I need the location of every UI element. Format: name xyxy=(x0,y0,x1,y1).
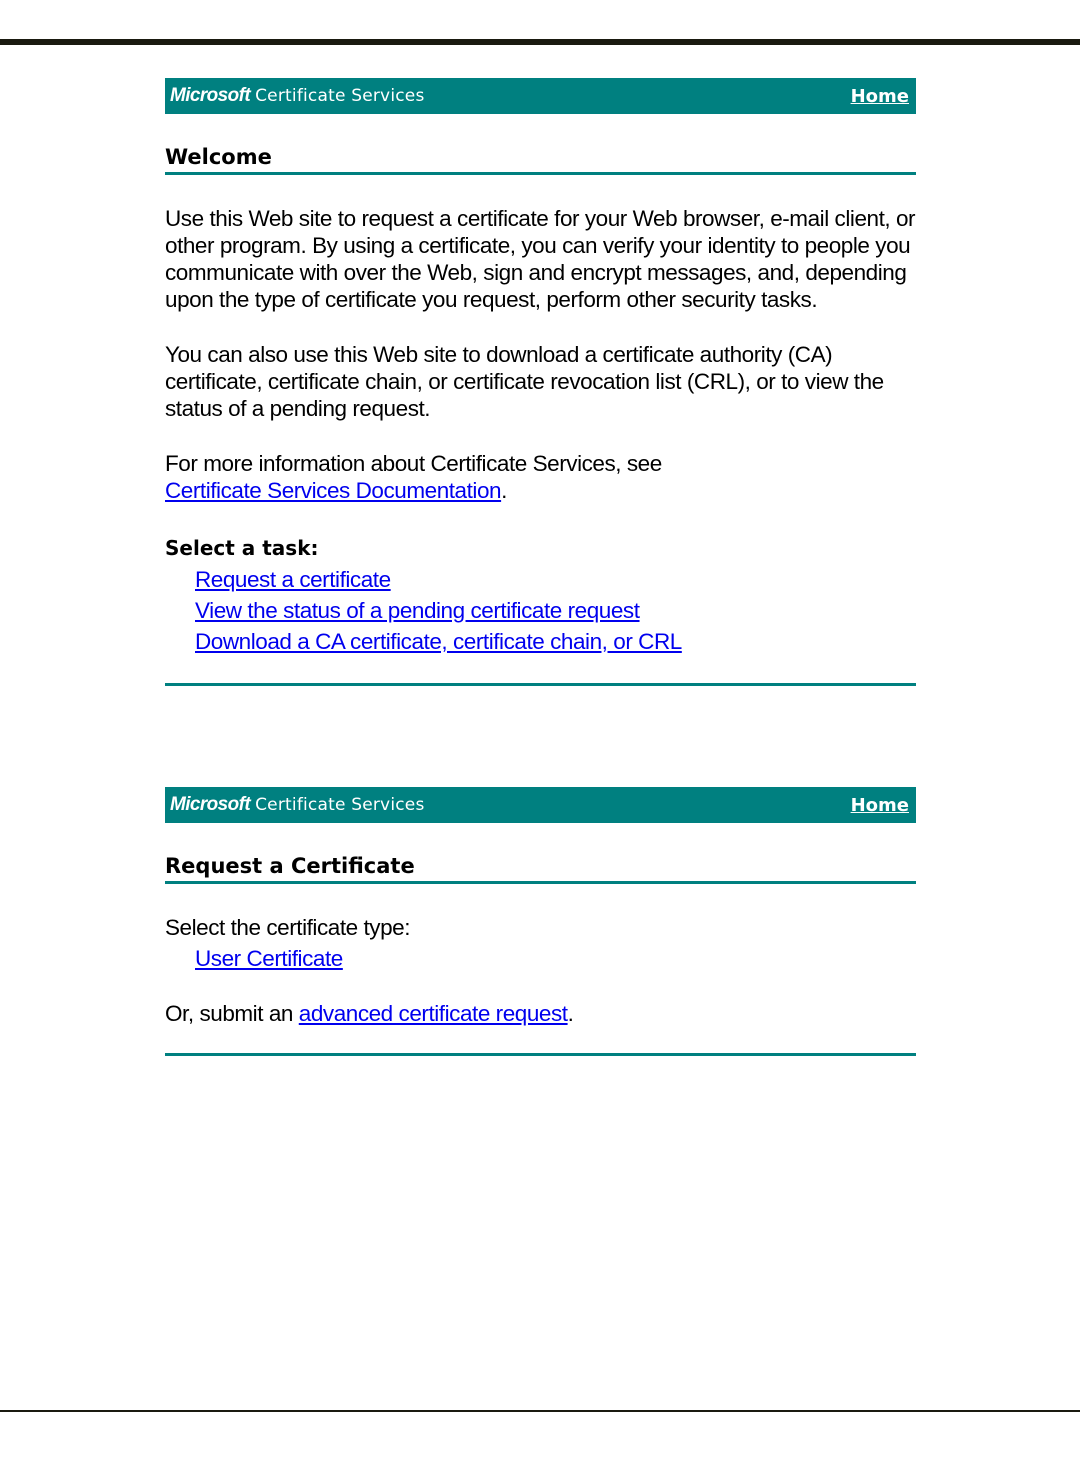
section-divider xyxy=(165,1053,916,1056)
home-link[interactable]: Home xyxy=(850,794,909,816)
more-info-text: For more information about Certificate Services, see xyxy=(165,451,662,476)
section-divider xyxy=(165,683,916,686)
microsoft-logo-text: Microsoft xyxy=(170,85,251,106)
brand-title xyxy=(170,794,425,816)
more-info-paragraph xyxy=(165,450,916,504)
list-item xyxy=(195,626,916,657)
product-name: Certificate Services xyxy=(255,795,425,815)
download-info-paragraph: You can also use this Web site to download a certificate authority (CA) certificate, certificate chain, or certificate revocation list (CRL), or to view the status of a pending request. xyxy=(165,342,884,421)
view-pending-status-link[interactable]: View the status of a pending certificate request xyxy=(195,598,640,623)
more-info-period: . xyxy=(501,478,507,503)
home-link[interactable]: Home xyxy=(850,85,909,107)
page-title: Request a Certificate xyxy=(165,853,916,884)
microsoft-logo-text: Microsoft xyxy=(170,794,251,815)
user-certificate-link[interactable]: User Certificate xyxy=(195,946,343,971)
request-certificate-screen xyxy=(165,787,916,1056)
header-banner xyxy=(165,787,916,823)
task-heading: Select a task: xyxy=(165,536,319,560)
request-certificate-link[interactable]: Request a certificate xyxy=(195,567,391,592)
advanced-certificate-request-link[interactable]: advanced certificate request xyxy=(298,1001,568,1026)
welcome-screen xyxy=(165,78,916,686)
product-name: Certificate Services xyxy=(255,86,425,106)
certificate-type-prompt: Select the certificate type: xyxy=(165,915,411,940)
bottom-page-rule xyxy=(0,1410,1080,1412)
advanced-request-line xyxy=(165,1000,916,1027)
certificate-type-list xyxy=(165,943,916,974)
header-banner xyxy=(165,78,916,114)
advanced-suffix: . xyxy=(567,1001,574,1026)
task-list xyxy=(165,564,916,657)
list-item xyxy=(195,595,916,626)
page-title: Welcome xyxy=(165,144,916,175)
list-item xyxy=(195,943,916,974)
documentation-link[interactable]: Certificate Services Documentation xyxy=(165,478,502,503)
advanced-prefix: Or, submit an xyxy=(165,1001,299,1026)
intro-paragraph: Use this Web site to request a certificate for your Web browser, e-mail client, or other program. By using a certificate, you can verify your identity to people you communicate with over the Web, sign and encrypt messages, and, depending upon the type of certificate you request, perform other security tasks. xyxy=(165,206,916,312)
list-item xyxy=(195,564,916,595)
brand-title xyxy=(170,85,425,107)
top-page-rule xyxy=(0,39,1080,45)
download-ca-certificate-link[interactable]: Download a CA certificate, certificate chain, or CRL xyxy=(195,629,682,654)
